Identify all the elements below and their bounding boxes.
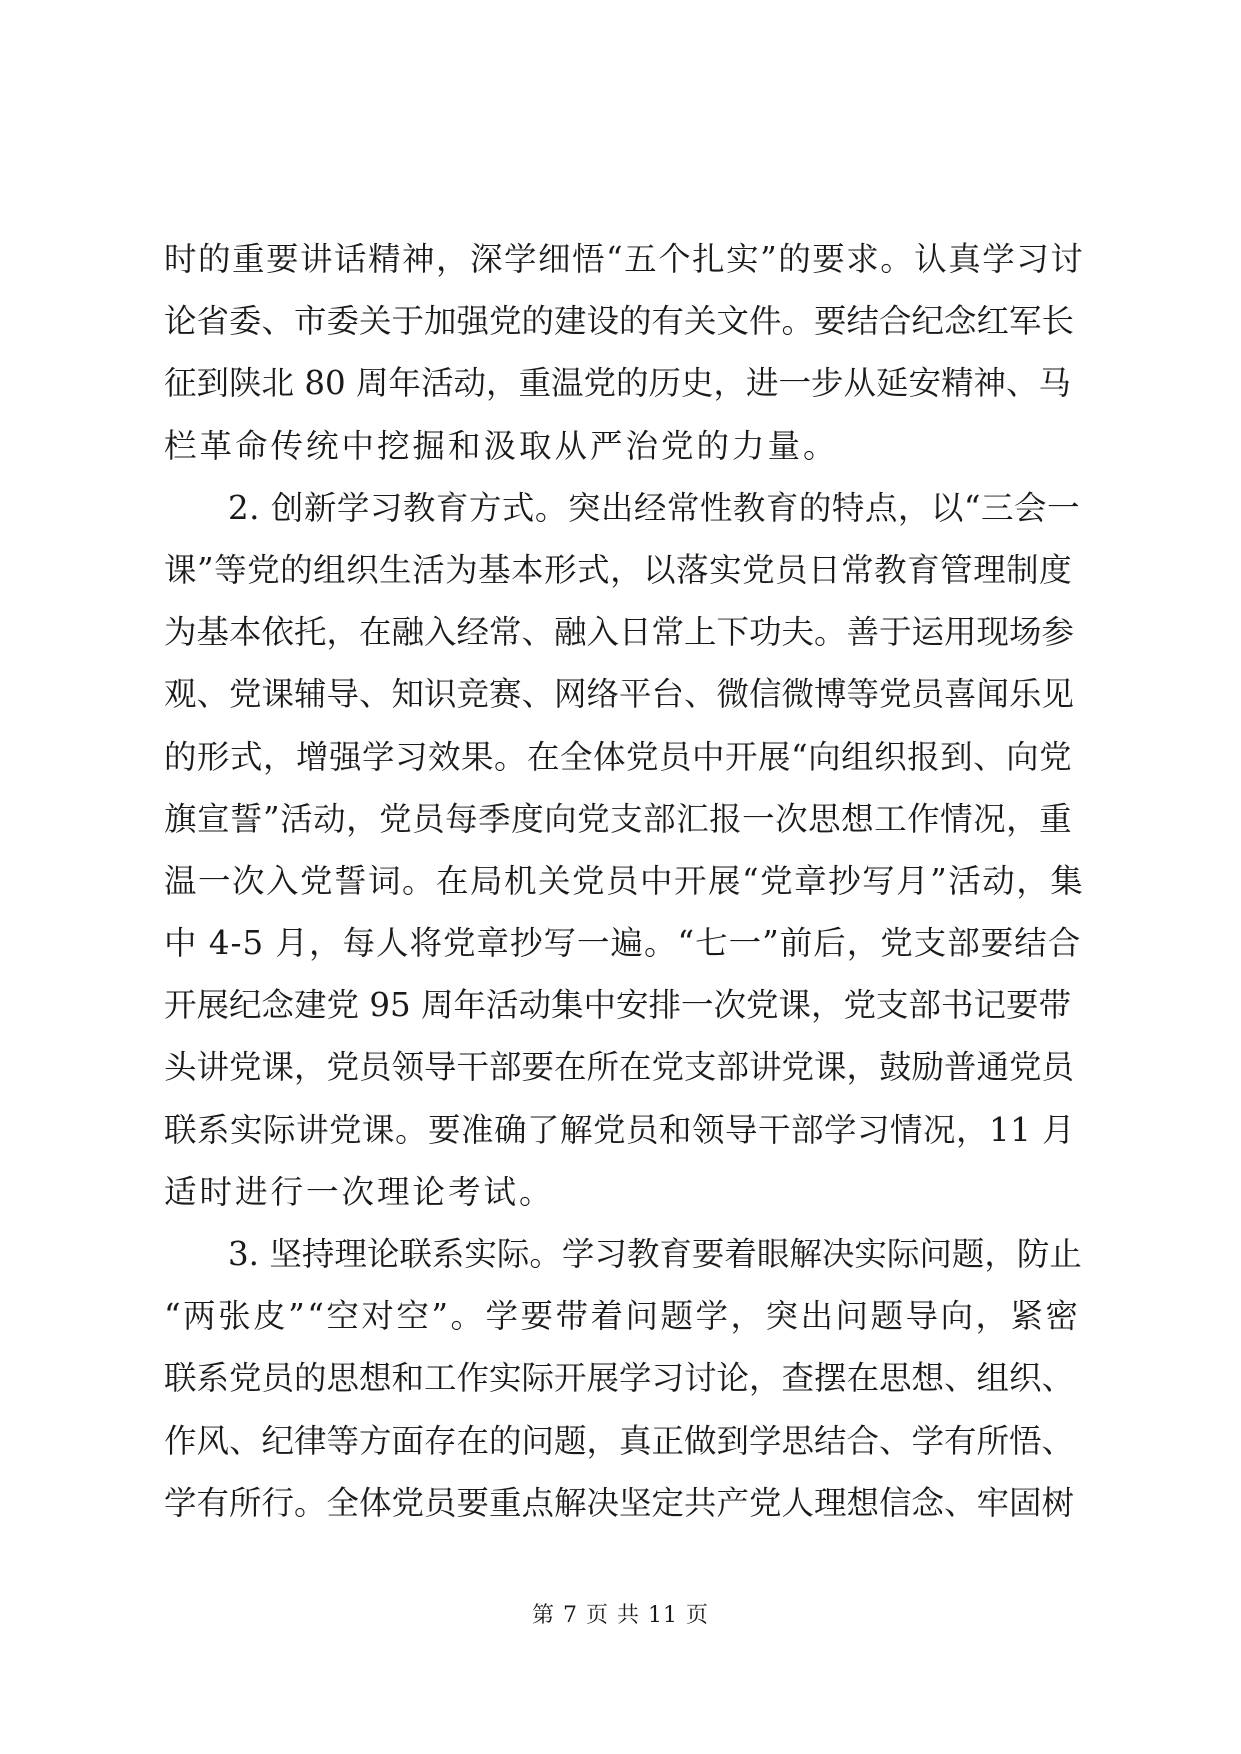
text-line: 栏革命传统中挖掘和汲取从严治党的力量。 bbox=[164, 426, 839, 465]
text-line: 旗宣誓”活动，党员每季度向党支部汇报一次思想工作情况，重 bbox=[164, 799, 1073, 838]
text-line: 为基本依托，在融入经常、融入日常上下功夫。善于运用现场参 bbox=[164, 613, 1075, 652]
text-line: 适时进行一次理论考试。 bbox=[164, 1172, 555, 1211]
text-line: 开展纪念建党 95 周年活动集中安排一次党课，党支部书记要带 bbox=[164, 986, 1072, 1025]
text-line: 征到陕北 80 周年活动，重温党的历史，进一步从延安精神、马 bbox=[164, 364, 1072, 403]
text-line: 学有所行。全体党员要重点解决坚定共产党人理想信念、牢固树 bbox=[164, 1483, 1075, 1522]
text-line: 联系党员的思想和工作实际开展学习讨论，查摆在思想、组织、 bbox=[164, 1359, 1075, 1398]
text-line: 观、党课辅导、知识竞赛、网络平台、微信微博等党员喜闻乐见 bbox=[164, 675, 1075, 714]
text-line: 温一次入党誓词。在局机关党员中开展“党章抄写月”活动，集 bbox=[164, 861, 1085, 900]
text-line: 作风、纪律等方面存在的问题，真正做到学思结合、学有所悟、 bbox=[164, 1421, 1075, 1460]
text-line: 头讲党课，党员领导干部要在所在党支部讲党课，鼓励普通党员 bbox=[164, 1048, 1075, 1087]
text-line: 联系实际讲党课。要准确了解党员和领导干部学习情况，11 月 bbox=[164, 1110, 1076, 1149]
body-text bbox=[164, 228, 1084, 1534]
text-line: 论省委、市委关于加强党的建设的有关文件。要结合纪念红军长 bbox=[164, 302, 1075, 341]
text-line: “两张皮”“空对空”。学要带着问题学，突出问题导向，紧密 bbox=[164, 1297, 1081, 1336]
page-number-footer: 第 7 页 共 11 页 bbox=[532, 1603, 709, 1628]
text-line: 课”等党的组织生活为基本形式，以落实党员日常教育管理制度 bbox=[164, 550, 1073, 589]
text-line: 时的重要讲话精神，深学细悟“五个扎实”的要求。认真学习讨 bbox=[164, 240, 1085, 278]
text-line: 中 4-5 月，每人将党章抄写一遍。“七一”前后，党支部要结合 bbox=[164, 924, 1082, 963]
paragraph-3-heading-line: 3. 坚持理论联系实际。学习教育要着眼解决实际问题，防止 bbox=[228, 1235, 1082, 1273]
text-line: 的形式，增强学习效果。在全体党员中开展“向组织报到、向党 bbox=[164, 737, 1073, 776]
paragraph-2-heading-line: 2. 创新学习教育方式。突出经常性教育的特点，以“三会一 bbox=[228, 488, 1080, 527]
